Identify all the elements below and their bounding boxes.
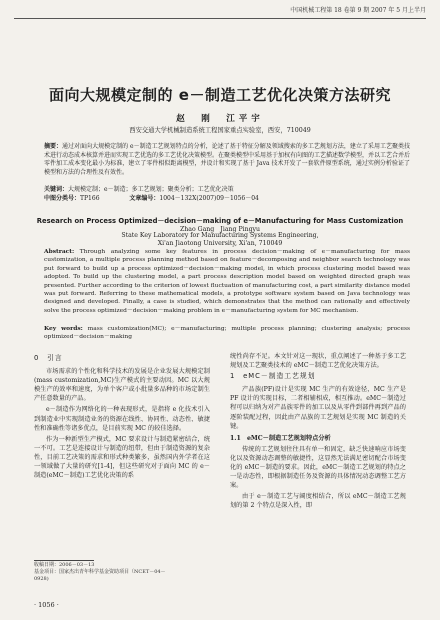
- section-1-1-paragraph-2: 由于 e－制造工艺与阔度相结合，所以 eMC－制造工艺规划的第 2 个特点是深入性，即: [230, 493, 406, 510]
- clc-value: TP166: [80, 195, 100, 202]
- english-affiliation-1: State Key Laboratory for Manufacturing Systems Engineering,: [121, 232, 319, 239]
- section-1-heading: 1 eMC－制造工艺规划: [230, 372, 316, 381]
- footnote-funding-cont: 0928): [34, 576, 49, 582]
- keywords-cn-text: 大规模定制；e－制造；多工艺规划；聚类分析；工艺优化决策: [68, 186, 234, 193]
- article-code-value: 1004－132X(2007)09－1056－04: [159, 195, 259, 202]
- intro-paragraph-3: 作为一种新型生产模式，MC 要求设计与制造紧密结合，统一不可。工艺是连接设计与制造的纽带，但由于制造资源的复杂性，目前工艺决策的需求和形式种类繁多，虽然国内外学者在这一领域做了大量的研究[1-4]，但这些研究对于面向 MC 的 e－制造(eMC－制造)工艺优化决策的系: [34, 435, 210, 480]
- keywords-en-label: Key words:: [44, 325, 83, 332]
- article-code-label: 文章编号：: [129, 195, 160, 202]
- abstract-cn-label: 摘要：: [44, 143, 63, 150]
- keywords-en: [44, 325, 410, 342]
- authors: 赵 刚 江平宇: [176, 114, 264, 124]
- body-left-column: [34, 352, 210, 482]
- intro-heading: 0 引言: [34, 354, 63, 362]
- abstract-cn-text: 通过对面向大规模定制的 e－制造工艺规划特点的分析，论述了基于特征分解及领域搜索的多工艺规划方法，建立了采用工艺聚类技术进行动态成本核算并进而实现工艺优选的多工艺优化决策模型。在聚类模型中采用基于加权有向图的工艺描述数学模型，并以工艺合并后零件加工成本变化最小为标准，建立了零件相似距离模型，并设计和实现了基于 Java 技术开发了一套软件原型系统，通过实例分析验证了模型和方法的合理性及有效性。: [44, 143, 411, 176]
- english-title: Research on Process Optimized－decision－making of e－Manufacturing for Mass Customization: [36, 217, 404, 225]
- header-rule: [14, 18, 426, 19]
- english-authors: Zhao Gang Jiang Pingyu: [179, 226, 261, 233]
- abstract-en-label: Abstract:: [44, 248, 75, 255]
- affiliation: 西安交通大学机械制造系统工程国家重点实验室，西安，710049: [129, 127, 311, 134]
- english-affiliation-2: Xi'an Jiaotong University, Xi'an, 710049: [157, 240, 283, 247]
- body-right-column: [230, 352, 406, 513]
- intro-paragraph-2: e－制造作为网络化的一种表现形式，是指将 e 化技术引入到制造业中实现制造业务的资源在线性、协同性、动态性、敏捷性和准确性等诸多优点，是目前实现 MC 的较佳选择。: [34, 406, 210, 432]
- footnote-rule: [34, 560, 94, 561]
- section-1-1-heading: 1.1 eMC－制造工艺规划特点分析: [230, 434, 331, 442]
- footnote-funding: 基金项目：国家杰出青年科学基金资助项目（NCET－04－: [34, 569, 166, 575]
- keywords-cn: [44, 186, 410, 195]
- abstract-cn: [44, 143, 410, 177]
- intro-paragraph-1: 市场需求的个性化和科学技术的发展是企业发展大规模定制(mass customization,MC)生产模式的主要动因。MC 以大规模生产的效率和速度，为单个客户或小批量多品种的市场定制生产任意数量的产品。: [34, 368, 210, 403]
- section-1-paragraph-1: 产品族(PF)设计是实现 MC 生产的有效途径，MC 生产是 PF 设计的实现目标，二者相辅相成，相互推动。eMC－制造过程可以归纳为对产品族零件的加工以及从零件到部件再到产品的逐阶装配过程，因此由产品族的工艺规划是实现 MC 制造的关键。: [230, 386, 406, 430]
- footnote-received: 收稿日期：2006－03－13: [34, 562, 95, 568]
- section-1-1-paragraph-1: 传统的工艺规划往往具有单一和固定，缺乏快速响应市场变化以及资源动态调整的敏捷性，这显然无法满足密切配合市场变化的 eMC－制造的要求。因此，eMC－制造工艺规划的特点之一是动态性，即根据制造任务及资源的具体情况动态调整工艺方案。: [230, 445, 406, 490]
- clc-label: 中图分类号：: [44, 195, 81, 202]
- paper-title: 面向大规模定制的 e－制造工艺优化决策方法研究: [49, 86, 391, 104]
- keywords-en-text: mass customization(MC); e－manufacturing; multiple process planning; clustering analysis; process optimized－decision－making: [44, 326, 411, 341]
- right-paragraph-1: 统性尚存不足。本文针对这一现状，重点阐述了一种基于多工艺规划及工艺聚类技术的 eMC－制造工艺优化决策方法。: [230, 353, 406, 370]
- keywords-cn-label: 关键词：: [44, 186, 69, 193]
- abstract-en-text: Through analyzing some key features in process decision－making of e－manufacturing for mass customization, a multiple process planning method based on feature－decomposing and neighbor search technology was put forward to build up a process optimized－decision－making model, in which process clustering model based was adopted. To build up the clustering model, a part process description model based on weighted directed graph was presented. Further according to the criterion of lowest fluctuation of manufacturing cost, a part similarity distance model was put forward. Referring to these mathematical models, a prototype software system based on Java technology was designed and developed. Finally, a case is studied, which demonstrates that the method can rationally and effectively solve the process optimized－decision－making problem in e－manufacturing system for MC mechanism.: [44, 249, 410, 314]
- journal-header: 中国机械工程第 18 卷第 9 期 2007 年 5 月上半月: [290, 7, 426, 14]
- page-number: · 1056 ·: [34, 601, 59, 609]
- abstract-en: [44, 248, 410, 315]
- classification: [44, 195, 410, 204]
